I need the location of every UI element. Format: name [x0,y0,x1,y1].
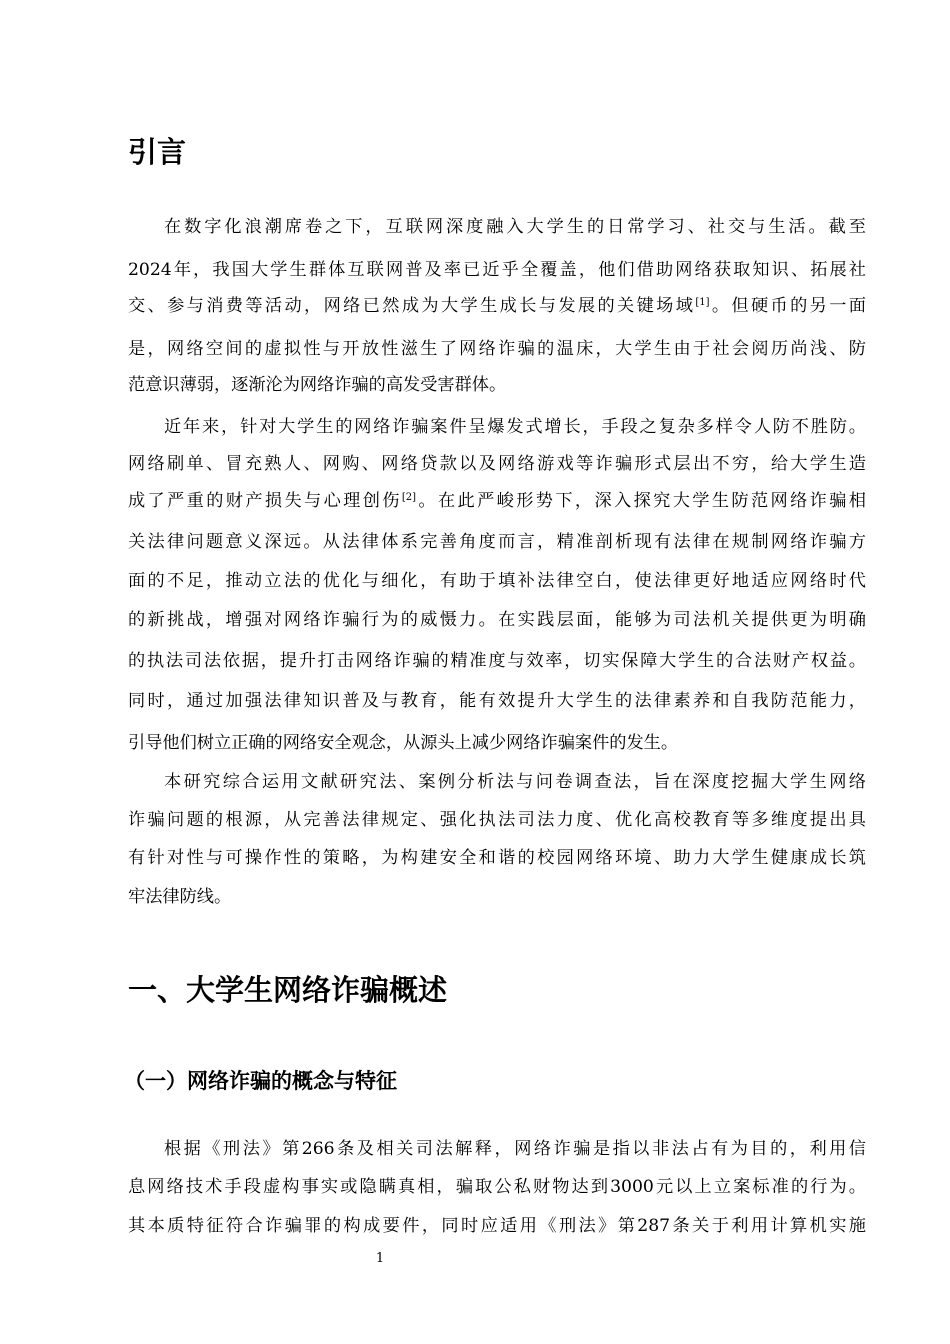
text-line: 面的不足，推动立法的优化与细化，有助于填补法律空白，使法律更好地适应网络时代 [128,571,866,591]
text-span: 交、参与消费等活动，网络已然成为大学生成长与发展的关键场域 [128,296,696,316]
text-line: 息网络技术手段虚构事实或隐瞒真相，骗取公私财物达到3000元以上立案标准的行为。 [128,1177,866,1197]
text-line: 本研究综合运用文献研究法、案例分析法与问卷调查法，旨在深度挖掘大学生网络 [164,772,866,792]
text-line: 牢法律防线。 [128,887,232,907]
heading-introduction: 引言 [128,135,187,169]
text-line: 其本质特征符合诈骗罪的构成要件，同时应适用《刑法》第287条关于利用计算机实施 [128,1216,866,1236]
heading-section-1-1: （一）网络诈骗的概念与特征 [124,1069,397,1093]
citation-ref[interactable]: [1] [695,297,710,308]
text-line: 2024年，我国大学生群体互联网普及率已近乎全覆盖，他们借助网络获取知识、拓展社 [128,260,866,280]
text-line [128,485,866,517]
text-line: 网络刷单、冒充熟人、网购、网络贷款以及网络游戏等诈骗形式层出不穷，给大学生造 [128,454,866,474]
text-line: 关法律问题意义深远。从法律体系完善角度而言，精准剖析现有法律在规制网络诈骗方 [128,532,866,552]
page-number: 1 [375,1251,385,1266]
text-span: 成了严重的财产损失与心理创伤 [128,491,402,511]
text-line: 诈骗问题的根源，从完善法律规定、强化执法司法力度、优化高校教育等多维度提出具 [128,810,866,830]
citation-ref[interactable]: [2] [401,492,417,503]
text-line: 引导他们树立正确的网络安全观念，从源头上减少网络诈骗案件的发生。 [128,733,679,753]
text-span: 。但硬币的另一面 [709,296,866,316]
text-line: 在数字化浪潮席卷之下，互联网深度融入大学生的日常学习、社交与生活。截至 [164,217,866,237]
text-line: 有针对性与可操作性的策略，为构建安全和谐的校园网络环境、助力大学生健康成长筑 [128,848,866,868]
text-line: 的执法司法依据，提升打击网络诈骗的精准度与效率，切实保障大学生的合法财产权益。 [128,651,866,671]
text-line: 近年来，针对大学生的网络诈骗案件呈爆发式增长，手段之复杂多样令人防不胜防。 [164,417,866,437]
text-line: 是，网络空间的虚拟性与开放性滋生了网络诈骗的温床，大学生由于社会阅历尚浅、防 [128,339,866,359]
text-line: 同时，通过加强法律知识普及与教育，能有效提升大学生的法律素养和自我防范能力， [128,691,866,711]
text-line [128,290,866,322]
text-span: 。在此严峻形势下，深入探究大学生防范网络诈骗相 [416,491,866,511]
text-line: 的新挑战，增强对网络诈骗行为的威慑力。在实践层面，能够为司法机关提供更为明确 [128,610,866,630]
heading-chapter-1: 一、大学生网络诈骗概述 [128,973,448,1007]
text-line: 根据《刑法》第266条及相关司法解释，网络诈骗是指以非法占有为目的，利用信 [164,1139,866,1159]
text-line: 范意识薄弱，逐渐沦为网络诈骗的高发受害群体。 [128,375,507,395]
